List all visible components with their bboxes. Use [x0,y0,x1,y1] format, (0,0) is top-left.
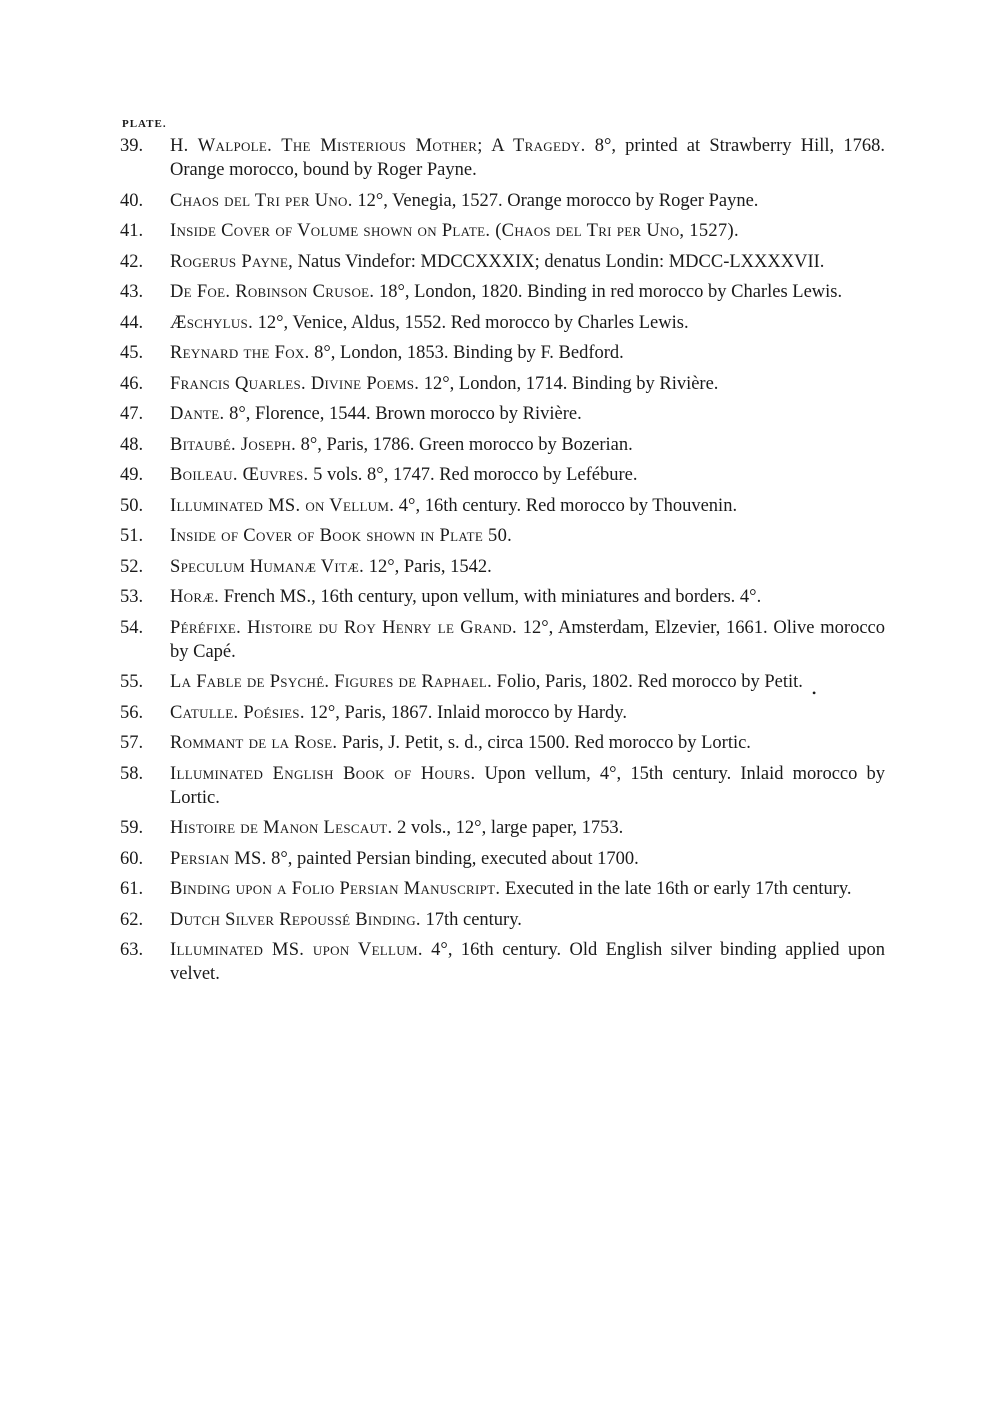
plate-description [170,616,885,664]
plate-title: Dutch Silver Repoussé Binding. [170,909,421,930]
plate-title: Bitaubé. Joseph. [170,434,297,455]
plate-number: 55. [120,672,144,692]
plate-description [170,463,885,487]
plate-details: 12°, Venegia, 1527. Orange morocco by Roger Payne. [352,190,759,211]
plate-number: 61. [120,879,144,899]
plate-entry [120,494,885,518]
plate-description [170,189,885,213]
plate-number: 40. [120,190,144,211]
plate-description [170,219,885,243]
plate-title: Inside of Cover of Book shown in Plate 50. [170,526,513,546]
plate-entry [120,402,885,426]
plate-entry [120,938,885,986]
plate-entry [120,463,885,487]
plate-description [170,816,885,840]
plate-details: 12°, Venice, Aldus, 1552. Red morocco by Charles Lewis. [253,312,689,333]
plate-description [170,670,885,694]
plate-description [170,701,885,725]
plate-entry [120,670,885,694]
plate-details: Folio, Paris, 1802. Red morocco by Petit. [492,672,803,692]
plate-title: Rommant de la Rose. [170,733,338,753]
plate-number: 56. [120,702,144,723]
plate-details: 8°, Paris, 1786. Green morocco by Bozerian. [296,434,633,455]
plate-details: 2 vols., 12°, large paper, 1753. [392,818,624,838]
plate-entry [120,616,885,664]
plate-description [170,524,885,548]
plate-title: Persian MS. [170,848,267,869]
plate-number: 58. [120,763,144,784]
plate-number: 43. [120,282,144,302]
plate-details: 8°, printed at Strawberry Hill, 1768. Orange morocco, bound by Roger Payne. [170,136,885,180]
plate-details: 8°, painted Persian binding, executed about 1700. [266,848,639,869]
plate-entry [120,189,885,213]
plate-number: 44. [120,312,144,333]
plate-number: 53. [120,587,144,607]
plate-number: 47. [120,404,144,424]
plate-details: 12°, London, 1714. Binding by Rivière. [419,373,719,394]
plate-details: 12°, Paris, 1867. Inlaid morocco by Hardy. [304,702,627,723]
plate-title: Dante. [170,404,225,424]
plate-number: 51. [120,526,144,546]
plate-number: 42. [120,251,144,272]
plate-description [170,494,885,518]
plate-title: H. Walpole. The Misterious Mother; A Tragedy. [170,136,586,156]
plate-details: 18°, London, 1820. Binding in red morocco by Charles Lewis. [374,282,843,302]
plate-description [170,731,885,755]
plate-details: 12°, Paris, 1542. [364,556,492,577]
plate-title: Illuminated English Book of Hours. [170,763,476,784]
plate-title: Reynard the Fox. [170,343,310,363]
plate-number: 39. [120,136,144,156]
plate-entry [120,311,885,335]
plate-number: 62. [120,909,144,930]
plate-entry [120,219,885,243]
plate-number: 59. [120,818,144,838]
plate-title: Illuminated MS. upon Vellum. [170,940,423,960]
plate-details: Executed in the late 16th or early 17th century. [500,879,852,899]
plate-number: 60. [120,848,144,869]
plate-description [170,938,885,986]
plate-entry [120,250,885,274]
plate-title: Rogerus Payne, [170,251,293,272]
plate-entry [120,908,885,932]
plate-title: La Fable de Psyché. Figures de Raphael. [170,672,493,692]
plate-details: Upon vellum, 4°, 15th century. Inlaid morocco by Lortic. [170,763,885,808]
plate-details: 4°, 16th century. Old English silver binding applied upon velvet. [170,940,885,984]
plate-title: Illuminated MS. on Vellum. [170,495,395,516]
plate-number: 46. [120,373,144,394]
plate-title: Æschylus. [170,312,254,333]
entries-list [120,134,885,986]
plate-number: 50. [120,495,144,516]
plate-description [170,847,885,871]
plate-description [170,585,885,609]
plate-title: Speculum Humanæ Vitæ. [170,556,365,577]
plate-entry [120,524,885,548]
plate-title: De Foe. Robinson Crusoe. [170,282,375,302]
plate-title: Inside Cover of Volume shown on Plate. (Chaos del Tri per Uno, 1527). [170,221,739,241]
plate-entry [120,762,885,810]
plate-details: 4°, 16th century. Red morocco by Thouvenin. [394,495,738,516]
plate-description [170,555,885,579]
plate-title: Binding upon a Folio Persian Manuscript. [170,879,501,899]
plate-number: 52. [120,556,144,577]
plate-number: 54. [120,617,144,638]
plate-title: Histoire de Manon Lescaut. [170,818,393,838]
plate-list [120,118,885,993]
plate-description [170,134,885,182]
plate-description [170,250,885,274]
plate-description [170,762,885,810]
plate-description [170,341,885,365]
plate-entry [120,555,885,579]
plate-entry [120,731,885,755]
plate-number: 63. [120,940,144,960]
plate-details: Natus Vindefor: MDCCXXXIX; denatus Londin: MDCC-LXXXXVII. [293,251,825,272]
plate-description [170,280,885,304]
plate-entry [120,816,885,840]
plate-entry [120,877,885,901]
plate-entry [120,372,885,396]
plate-description [170,908,885,932]
plate-entry [120,585,885,609]
plate-entry [120,280,885,304]
plate-title: Boileau. Œuvres. [170,465,309,485]
stray-dot-mark: • [812,686,817,700]
plate-details: 8°, London, 1853. Binding by F. Bedford. [309,343,624,363]
plate-number: 49. [120,465,144,485]
plate-entry [120,433,885,457]
plate-description [170,877,885,901]
plate-number: 45. [120,343,144,363]
plate-entry [120,847,885,871]
plate-number: 57. [120,733,144,753]
plate-details: 8°, Florence, 1544. Brown morocco by Rivière. [224,404,582,424]
plate-entry [120,134,885,182]
plate-description [170,311,885,335]
plate-details: 12°, Amsterdam, Elzevier, 1661. Olive morocco by Capé. [170,617,885,662]
plate-title: Péréfixe. Histoire du Roy Henry le Grand. [170,617,517,638]
plate-details: Paris, J. Petit, s. d., circa 1500. Red morocco by Lortic. [337,733,751,753]
plate-details: 5 vols. 8°, 1747. Red morocco by Lefébure. [308,465,638,485]
plate-description [170,402,885,426]
plate-entry [120,341,885,365]
plate-details: 17th century. [420,909,522,930]
plate-title: Horæ. [170,587,220,607]
plate-title: Chaos del Tri per Uno. [170,190,353,211]
plate-description [170,433,885,457]
plate-description [170,372,885,396]
plate-number: 48. [120,434,144,455]
plate-column-header: PLATE. [122,118,167,130]
plate-number: 41. [120,221,144,241]
plate-title: Catulle. Poésies. [170,702,305,723]
plate-entry [120,701,885,725]
plate-title: Francis Quarles. Divine Poems. [170,373,420,394]
plate-details: French MS., 16th century, upon vellum, with miniatures and borders. 4°. [219,587,762,607]
